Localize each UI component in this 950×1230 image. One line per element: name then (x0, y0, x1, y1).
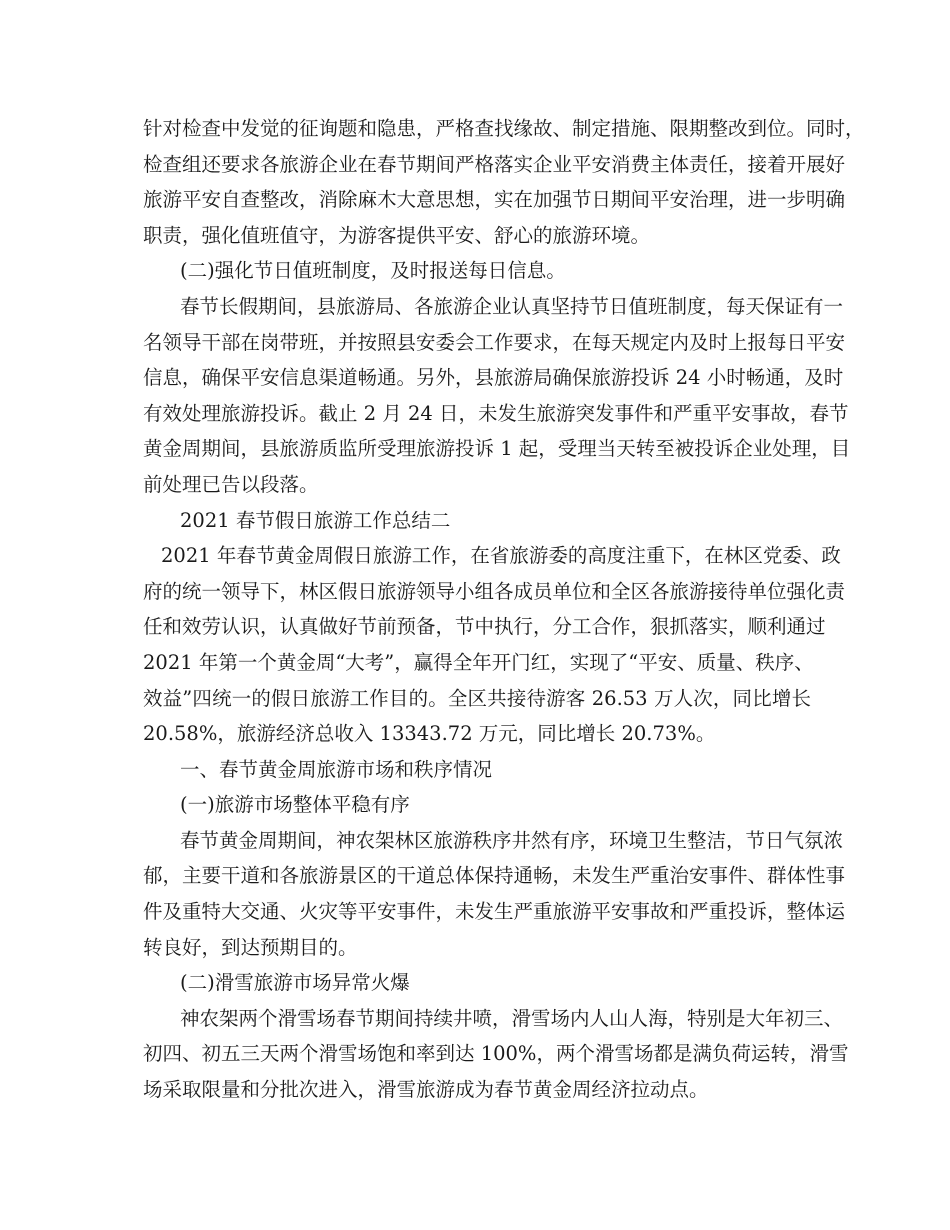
text-line: 2021 年第一个黄金周“大考”，赢得全年开门红，实现了“平安、质量、秩序、 (143, 650, 814, 674)
text-line: 府的统一领导下，林区假日旅游领导小组各成员单位和全区各旅游接待单位强化责 (143, 579, 846, 603)
text-line: 任和效劳认识，认真做好节前预备，节中执行，分工合作，狠抓落实，顺利通过 (143, 615, 826, 639)
text-line: 春节黄金周期间，神农架林区旅游秩序井然有序，环境卫生整洁，节日气氛浓 (180, 828, 844, 852)
text-line: 职责，强化值班值守，为游客提供平安、舒心的旅游环境。 (143, 223, 651, 247)
text-line: 郁，主要干道和各旅游景区的干道总体保持通畅，未发生严重治安事件、群体性事 (143, 864, 846, 888)
text-line: 黄金周期间，县旅游质监所受理旅游投诉 1 起，受理当天转至被投诉企业处理，目 (143, 437, 851, 461)
text-line: 场采取限量和分批次进入，滑雪旅游成为春节黄金周经济拉动点。 (143, 1078, 709, 1102)
text-line: 一、春节黄金周旅游市场和秩序情况 (180, 757, 493, 781)
text-line: (二)滑雪旅游市场异常火爆 (180, 971, 410, 995)
text-line: 名领导干部在岗带班，并按照县安委会工作要求，在每天规定内及时上报每日平安 (143, 330, 846, 354)
text-line: 初四、初五三天两个滑雪场饱和率到达 100%，两个滑雪场都是满负荷运转，滑雪 (143, 1042, 849, 1066)
text-line: 2021 春节假日旅游工作总结二 (180, 508, 451, 532)
text-line: 神农架两个滑雪场春节期间持续井喷，滑雪场内人山人海，特别是大年初三、 (180, 1006, 844, 1030)
text-line: (一)旅游市场整体平稳有序 (180, 793, 410, 817)
text-line: 针对检查中发觉的征询题和隐患，严格查找缘故、制定措施、限期整改到位。同时， (143, 117, 865, 140)
text-line: 2021 年春节黄金周假日旅游工作，在省旅游委的高度注重下，在林区党委、政 (161, 544, 841, 568)
text-line: 有效处理旅游投诉。截止 2 月 24 日，未发生旅游突发事件和严重平安事故，春节 (143, 401, 849, 425)
text-line: 春节长假期间，县旅游局、各旅游企业认真坚持节日值班制度，每天保证有一 (180, 294, 844, 318)
text-line: 前处理已告以段落。 (143, 472, 319, 496)
text-line: 旅游平安自查整改，消除麻木大意思想，实在加强节日期间平安治理，进一步明确 (143, 188, 846, 212)
document-body (143, 111, 865, 1108)
text-line: 20.58%，旅游经济总收入 13343.72 万元，同比增长 20.73%。 (143, 722, 716, 746)
text-line: 信息，确保平安信息渠道畅通。另外，县旅游局确保旅游投诉 24 小时畅通，及时 (143, 366, 844, 390)
text-line: 转良好，到达预期目的。 (143, 935, 358, 959)
text-line: 件及重特大交通、火灾等平安事件，未发生严重旅游平安事故和严重投诉，整体运 (143, 900, 846, 924)
text-line: (二)强化节日值班制度，及时报送每日信息。 (180, 259, 566, 283)
text-line: 效益”四统一的假日旅游工作目的。全区共接待游客 26.53 万人次，同比增长 (143, 686, 811, 710)
text-line: 检查组还要求各旅游企业在春节期间严格落实企业平安消费主体责任，接着开展好 (143, 152, 846, 176)
